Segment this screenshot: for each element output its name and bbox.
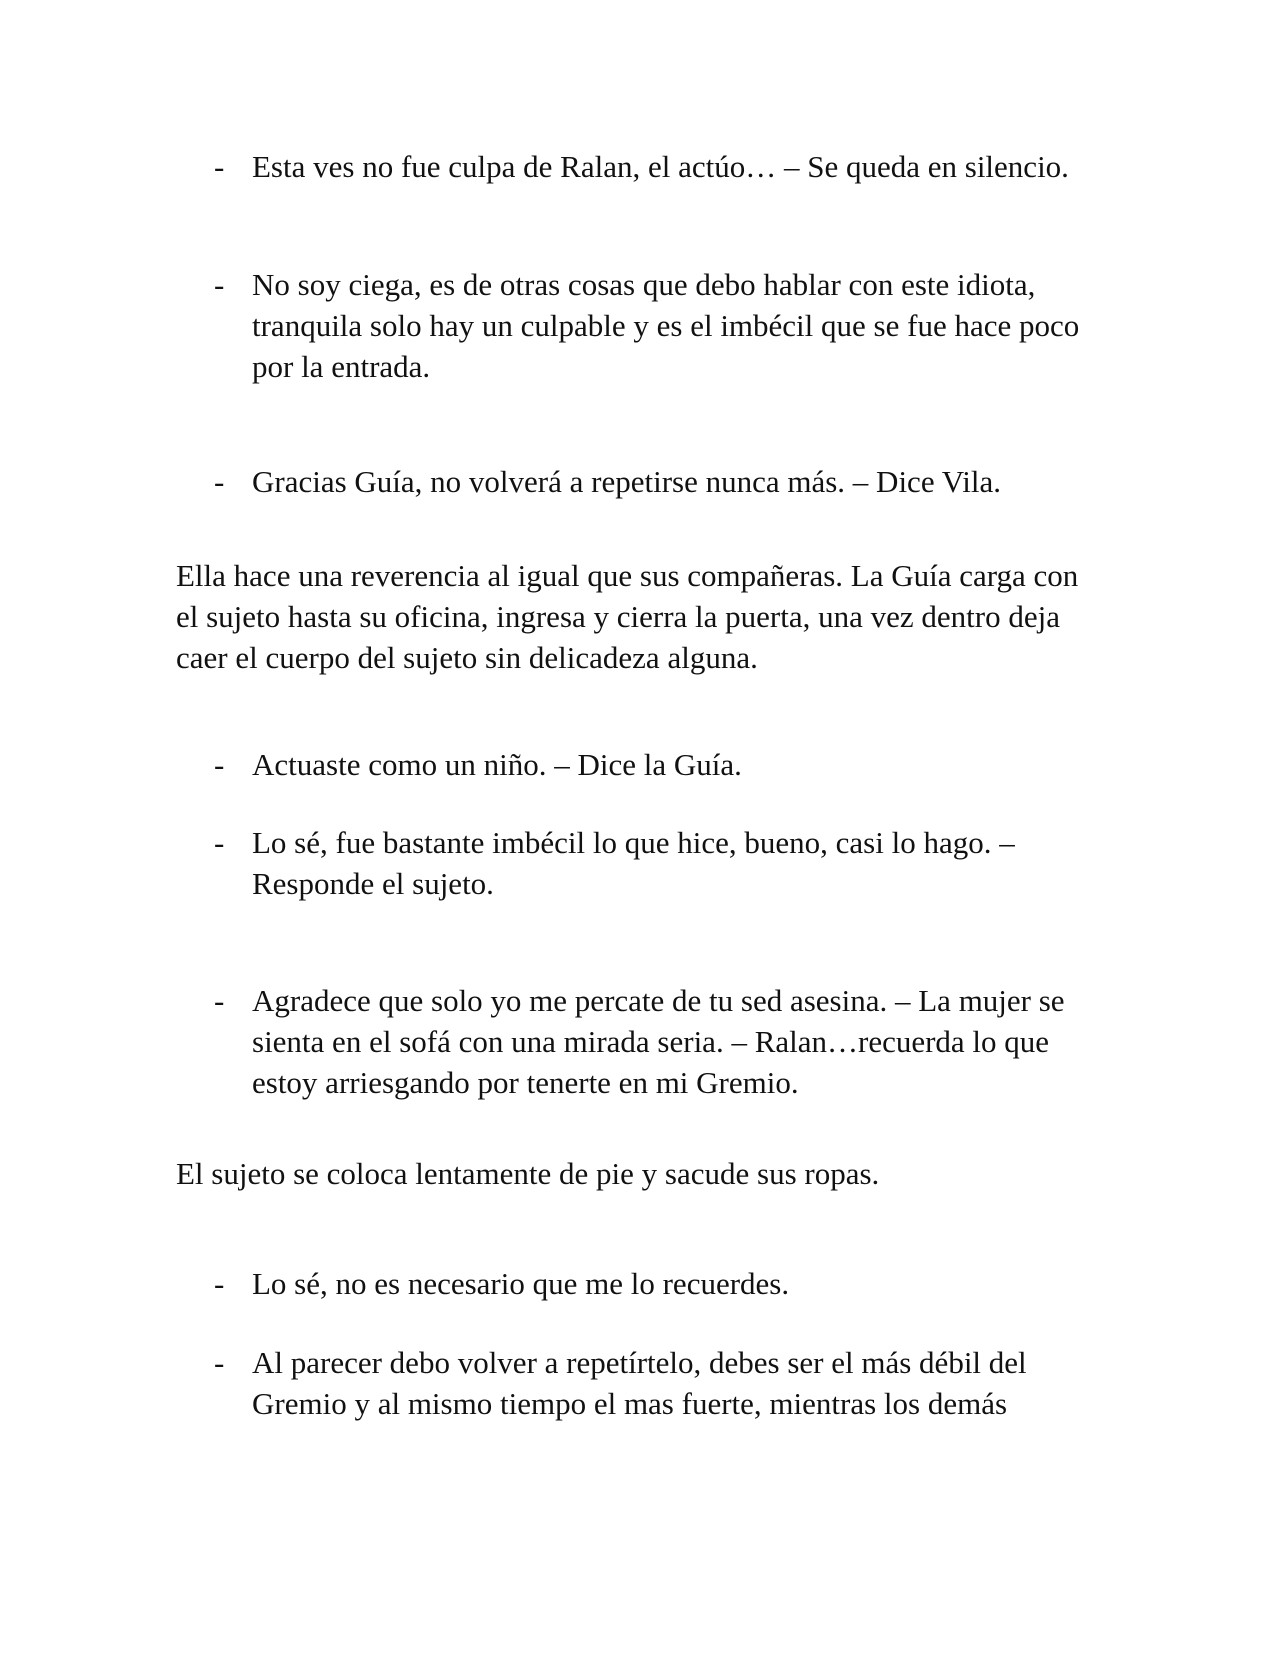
dialogue-dash: - [214,747,225,782]
dialogue-text: Lo sé, fue bastante imbécil lo que hice, bueno, casi lo hago. – Responde el sujeto. [252,825,1015,901]
dialogue-text: Esta ves no fue culpa de Ralan, el actúo… – Se queda en silencio. [252,149,1069,184]
narration-paragraph: Ella hace una reverencia al igual que sus compañeras. La Guía carga con el sujeto hasta su oficina, ingresa y cierra la puerta, una vez dentro deja caer el cuerpo del sujeto sin delicadeza alguna. [176,558,1079,675]
dialogue-dash: - [214,267,225,302]
dialogue-dash: - [214,1266,225,1301]
dialogue-line [214,1263,1104,1304]
dialogue-dash: - [214,825,225,860]
dialogue-line [214,146,1104,187]
dialogue-text: No soy ciega, es de otras cosas que debo hablar con este idiota, tranquila solo hay un culpable y es el imbécil que se fue hace poco por la entrada. [252,267,1080,384]
narration-paragraph: El sujeto se coloca lentamente de pie y sacude sus ropas. [176,1156,880,1191]
dialogue-line [214,744,1104,785]
dialogue-dash: - [214,464,225,499]
dialogue-line [214,1342,1104,1424]
dialogue-dash: - [214,983,225,1018]
dialogue-dash: - [214,1345,225,1380]
dialogue-line [214,822,1104,904]
dialogue-text: Lo sé, no es necesario que me lo recuerdes. [252,1266,790,1301]
dialogue-line [214,264,1104,387]
dialogue-line [214,461,1104,502]
dialogue-line [214,980,1104,1103]
dialogue-text: Al parecer debo volver a repetírtelo, debes ser el más débil del Gremio y al mismo tiempo el mas fuerte, mientras los demás [252,1345,1027,1421]
dialogue-text: Agradece que solo yo me percate de tu sed asesina. – La mujer se sienta en el sofá con una mirada seria. – Ralan…recuerda lo que estoy arriesgando por tenerte en mi Gremio. [252,983,1065,1100]
dialogue-dash: - [214,149,225,184]
dialogue-text: Gracias Guía, no volverá a repetirse nunca más. – Dice Vila. [252,464,1002,499]
dialogue-text: Actuaste como un niño. – Dice la Guía. [252,747,742,782]
